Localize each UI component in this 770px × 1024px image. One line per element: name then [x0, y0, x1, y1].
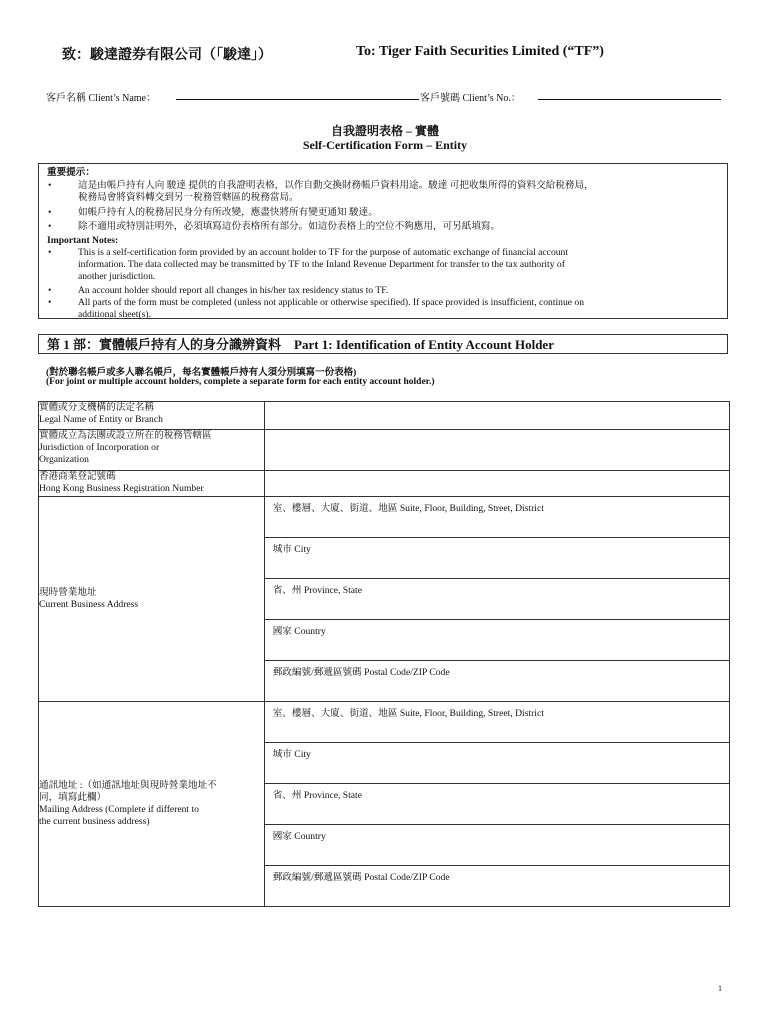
- business-address-label: 現時營業地址 Current Business Address: [39, 497, 265, 702]
- jurisdiction-label: 實體成立為法團或設立所在的稅務管轄區 Jurisdiction of Incorporation or Organization: [39, 430, 265, 471]
- mailing-address-label: 通訊地址 :（如通訊地址與現時營業地址不 同，填寫此欄） Mailing Address (Complete if different to the current business address): [39, 702, 265, 907]
- business-address-province-field[interactable]: 省、州 Province, State: [265, 579, 729, 620]
- mailing-address-city-field[interactable]: 城市 City: [265, 743, 729, 784]
- br-number-field[interactable]: [264, 471, 729, 497]
- business-address-postal-field[interactable]: 郵政編號/郵遞區號碼 Postal Code/ZIP Code: [272, 667, 450, 678]
- notes-heading-en: Important Notes:: [47, 235, 119, 246]
- note-zh-2: 如帳戶持有人的稅務居民身分有所改變，應盡快將所有變更通知 駿達。: [78, 207, 378, 218]
- part1-heading: 第 1 部：實體帳戶持有人的身分識辨資料 Part 1: Identification of Entity Account Holder: [38, 334, 728, 354]
- part1-instruction-zh: (對於聯名帳戶或多人聯名帳戶，每名實體帳戶持有人須分別填寫一份表格): [46, 368, 357, 378]
- mailing-address-postal-field[interactable]: 郵政編號/郵遞區號碼 Postal Code/ZIP Code: [272, 872, 450, 883]
- bullet-icon: •: [48, 247, 52, 258]
- important-notes-box: [38, 163, 728, 319]
- bullet-icon: •: [48, 180, 52, 191]
- note-en-2: An account holder should report all changes in his/her tax residency status to TF.: [78, 285, 389, 296]
- note-zh-3: 除不適用或特別註明外，必須填寫這份表格所有部分。如這份表格上的空位不夠應用，可另紙填寫。: [78, 221, 501, 232]
- legal-name-label: 實體或分支機構的法定名稱 Legal Name of Entity or Branch: [39, 402, 265, 430]
- business-address-country-field[interactable]: 國家 Country: [265, 620, 729, 661]
- title-zh: 自我證明表格 – 實體: [330, 124, 439, 138]
- part1-instruction-en: (For joint or multiple account holders, complete a separate form for each entity account holder.): [46, 377, 435, 387]
- jurisdiction-field[interactable]: [264, 430, 729, 471]
- page-number: 1: [718, 984, 722, 993]
- business-address-city-field[interactable]: 城市 City: [265, 538, 729, 579]
- addressee-zh: 致：駿達證券有限公司（「駿達」）: [62, 48, 272, 63]
- bullet-icon: •: [48, 285, 52, 296]
- note-zh-1: 這是由帳戶持有人向 駿達 提供的自我證明表格，以作自動交換財務帳戶資料用途。駿達 可把收集所得的資料交給稅務局， 稅務局會將資料轉交到另一稅務管轄區的稅務當局。: [78, 180, 594, 203]
- client-no-label: 客戶號碼 Client’s No.：: [420, 93, 521, 104]
- mailing-address-street-field[interactable]: 室、樓層、大廈、街道、地區 Suite, Floor, Building, Street, District: [265, 702, 729, 743]
- business-address-fields: [264, 497, 729, 702]
- business-address-street-field[interactable]: 室、樓層、大廈、街道、地區 Suite, Floor, Building, Street, District: [265, 497, 729, 538]
- bullet-icon: •: [48, 207, 52, 218]
- mailing-address-country-field[interactable]: 國家 Country: [265, 825, 729, 866]
- title-en: Self-Certification Form – Entity: [302, 138, 468, 152]
- mailing-address-province-field[interactable]: 省、州 Province, State: [265, 784, 729, 825]
- identification-table: [38, 401, 730, 907]
- note-en-1: This is a self-certification form provided by an account holder to TF for the purpose of automatic exchange of financial account information. The data collected may be transmitted by TF to the Inland Revenue Department for transfer to the tax authority of another jurisdiction.: [78, 247, 568, 282]
- client-no-field[interactable]: [538, 99, 721, 100]
- notes-heading-zh: 重要提示：: [47, 167, 95, 178]
- br-number-label: 香港商業登記號碼 Hong Kong Business Registration Number: [39, 471, 265, 497]
- bullet-icon: •: [48, 221, 52, 232]
- legal-name-field[interactable]: [264, 402, 729, 430]
- note-en-3: All parts of the form must be completed (unless not applicable or otherwise specified). If space provided is insufficient, continue on additional sheet(s).: [78, 297, 585, 320]
- bullet-icon: •: [48, 297, 52, 308]
- client-name-label: 客戶名稱 Client’s Name：: [46, 93, 156, 104]
- mailing-address-fields: [264, 702, 729, 907]
- client-name-field[interactable]: [176, 99, 419, 100]
- addressee-en: To: Tiger Faith Securities Limited (“TF”): [356, 44, 604, 59]
